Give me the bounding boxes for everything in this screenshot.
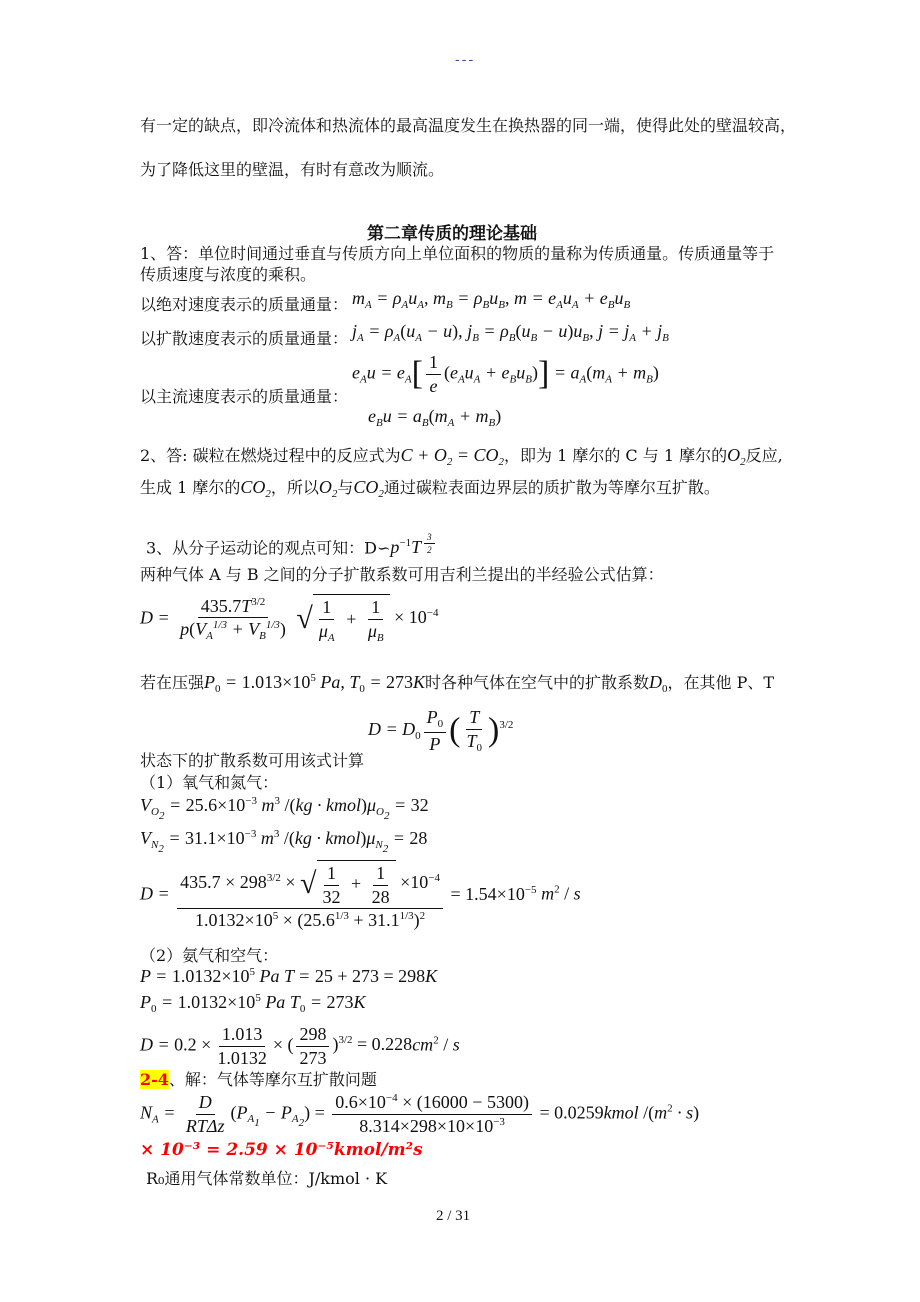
eq-p-t: $P = 1.0132\times 10^5$ Pa T = 25 + 273 = 298K (140, 966, 438, 986)
intro-line-2: 为了降低这里的壁温，有时有意改为顺流。 (140, 160, 445, 179)
q4-label: 2-4 (140, 1070, 169, 1089)
q3-cond-c: ，在其他 P、T (667, 673, 775, 692)
chapter-title: 第二章传质的理论基础 (367, 224, 537, 244)
header-mark: --- (455, 52, 476, 68)
q1-abs-label: 以绝对速度表示的质量通量： (140, 295, 349, 314)
q2-text-3: 反应, (745, 446, 783, 465)
q3-lead: 3、从分子运动论的观点可知：D∽ (146, 538, 391, 558)
eq-main-flux-a: $e_Au = e_A$[ $\frac{1}{e}$ $(e_Au_A + e_Bu_B)] = a_A(m_A + m_B)$ (352, 352, 659, 396)
q3-cond-line (140, 670, 774, 695)
eq-co2-b: $CO_2$ (353, 477, 384, 500)
eq-o2: $O_2$ (727, 445, 746, 468)
q2-text-6: 与 (337, 478, 354, 497)
q2-text-5: ，所以 (270, 478, 319, 497)
q1-main-label: 以主流速度表示的质量通量： (140, 387, 349, 406)
eq-d-nh3-air: D = 0.2 × $\frac{1.013}{1.0132}$ × ( $\frac{298}{273}$ )$^{3/2} = 0.228cm^2 / s$ (140, 1024, 460, 1068)
page-number: 2 / 31 (436, 1208, 471, 1224)
eq-v-n2: $V_{N_2} = 31.1\times 10^{-3}$ $m^3$ $/(kg \cdot kmol)\mu_{N_2} = 28$ (140, 828, 428, 855)
q1-line-1: 1、答：单位时间通过垂直与传质方向上单位面积的物质的量称为传质通量。传质通量等于 (140, 244, 775, 263)
eq-o2-b: $O_2$ (318, 477, 338, 500)
eq-main-flux-b: $e_Bu = a_B(m_A + m_B)$ (368, 406, 502, 429)
intro-line-1: 有一定的缺点，即冷流体和热流体的最高温度发生在换热器的同一端，使得此处的壁温较高， (140, 116, 797, 135)
q4-line (140, 1067, 377, 1090)
q2-text-2: ，即为 1 摩尔的 C 与 1 摩尔的 (503, 446, 728, 465)
eq-correction: $D = D_0$ $\frac{P_0}{P}$ ( $\frac{T}{T_0}$ )$^{3/2}$ (368, 707, 514, 754)
eq-absolute-flux: $m_A = \rho_Au_A$, $m_B = \rho_Bu_B$, $m = e_Au_A + e_Bu_B$ (352, 288, 631, 311)
eq-p0-t0: $P_0 = 1.0132\times 10^5$ Pa $T_0 = 273K$ (140, 992, 366, 1015)
q2-line-2 (140, 475, 720, 500)
eq-d0: $D_0$ (649, 672, 668, 695)
q2-line-1 (140, 443, 783, 468)
q3-line-1 (146, 532, 438, 558)
q2-text-1: 2、答: 碳粒在燃烧过程中的反应式为 (140, 446, 401, 465)
eq-diffusion-flux: $j_A = \rho_A(u_A - u)$, $j_B = \rho_B(u_B - u)u_B$, $j = j_A + j_B$ (352, 321, 669, 344)
q1-line-2: 传质速度与浓度的乘积。 (140, 265, 317, 284)
correction-note: × 10⁻³ = 2.59 × 10⁻⁵kmol/m²s (140, 1140, 423, 1160)
q3-state: 状态下的扩散系数可用该式计算 (140, 751, 365, 770)
eq-d-o2-n2: D = $435.7 \times 298^{3/2}$ × √ $\frac{1}{32}$ + $\frac{1}{28}$ $\times 10^{-4}$ $1.0132\times 10^5 \times (25.6^{1/3} + 31.1^{1/3})^2$ = $1.54\times 10^{-5}$ $m^2$ / s (140, 860, 581, 931)
q3-cond-b: 时各种气体在空气中的扩散系数 (425, 673, 650, 692)
eq-co2-a: $CO_2$ (240, 477, 271, 500)
eq-proportional: $p^{-1}T$ $^{\frac{3}{2}}$ (390, 537, 437, 557)
q2-text-7: 通过碳粒表面边界层的质扩散为等摩尔互扩散。 (383, 478, 720, 497)
r0-note: R₀通用气体常数单位：J/kmol · K (146, 1169, 388, 1188)
q3-case-1: （1）氧气和氮气： (140, 773, 279, 792)
q3-case-2: （2）氨气和空气： (140, 946, 279, 965)
q1-diff-label: 以扩散速度表示的质量通量： (140, 329, 349, 348)
eq-flux-result: $N_A$ = $\frac{D}{\text{RTΔz}}$ $(P_{A_1} - P_{A_2})$ = $\frac{0.6\times 10^{-4} \times (16000 - 5300)}{8.314\times 298\times 10\times 10^{-3}}$ = 0.0259kmol $/(m^2 \cdot s)$ (140, 1092, 700, 1136)
eq-reference-state: $P_0 = 1.013\times 10^5$ Pa, $T_0 = 273K$ (204, 672, 426, 695)
eq-reaction: $C + O_2 = CO_2$ (400, 445, 504, 468)
q3-cond-a: 若在压强 (140, 673, 205, 692)
q4-text: 、解：气体等摩尔互扩散问题 (168, 1070, 377, 1089)
q3-line-2: 两种气体 A 与 B 之间的分子扩散系数可用吉利兰提出的半经验公式估算： (140, 565, 664, 584)
eq-v-o2: $V_{O_2} = 25.6\times 10^{-3}$ $m^3$ $/(kg \cdot kmol)\mu_{O_2} = 32$ (140, 795, 429, 822)
eq-gilliland: D = $\frac{435.7T^{3/2}}{p(V_A^{1/3} + V_B^{1/3})}$ √ $\frac{1}{\mu_A}$ + $\frac{1}{\mu_B}$ × $10^{-4}$ (140, 595, 439, 644)
q2-text-4: 生成 1 摩尔的 (140, 478, 241, 497)
